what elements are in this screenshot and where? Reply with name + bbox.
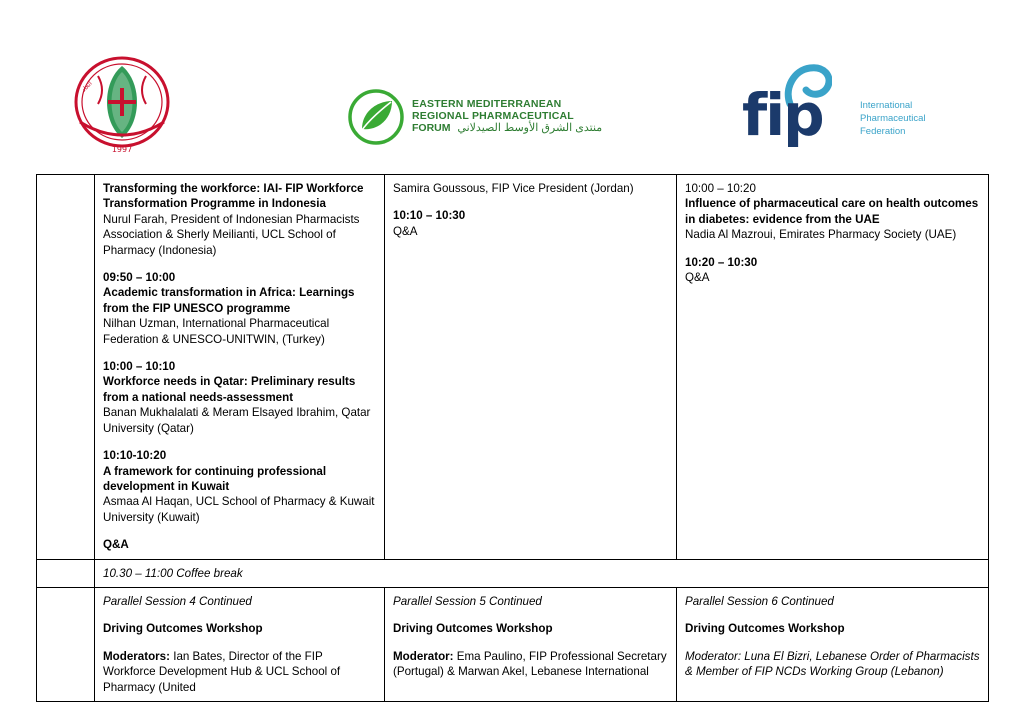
session-5-continued-cell <box>385 587 677 701</box>
spacer <box>103 525 376 537</box>
fip-sub-line-1: International <box>860 100 913 111</box>
session-time: 10:00 – 10:10 <box>103 360 176 374</box>
svg-text:1997: 1997 <box>111 145 133 154</box>
session-continued-label: Parallel Session 4 Continued <box>103 594 252 608</box>
session-speaker: Nilhan Uzman, International Pharmaceutical Federation & UNESCO-UNITWIN, (Turkey) <box>103 317 330 346</box>
emrpf-line-3: FORUM <box>412 122 451 135</box>
moderator-line: Moderators: Ian Bates, Director of the FIP Workforce Development Hub & UCL School of Pharmacy (United <box>103 649 341 694</box>
session-speaker: Nurul Farah, President of Indonesian Pharmacists Association & Sherly Meilianti, UCL School of Pharmacy (Indonesia) <box>103 212 360 257</box>
spacer <box>685 243 980 255</box>
spacer <box>103 609 376 621</box>
spacer <box>393 637 668 649</box>
session-title: Workforce needs in Qatar: Preliminary results from a national needs-assessment <box>103 375 356 404</box>
session-time: 10:20 – 10:30 <box>685 255 758 269</box>
fip-wordmark: fip <box>742 81 823 149</box>
moderator-line: Moderator: Luna El Bizri, Lebanese Order of Pharmacists & Member of FIP NCDs Working Group (Lebanon) <box>685 649 980 679</box>
time-cell <box>37 175 95 560</box>
coffee-break-row <box>37 559 989 587</box>
session-speaker: Samira Goussous, FIP Vice President (Jordan) <box>393 182 634 195</box>
header-logos <box>0 44 1024 154</box>
session-title: Transforming the workforce: IAI- FIP Workforce Transformation Programme in Indonesia <box>103 182 364 211</box>
qa-label: Q&A <box>685 271 710 285</box>
fip-sub-line-3: Federation <box>860 125 906 137</box>
spacer <box>103 637 376 649</box>
agenda-table-container <box>36 174 988 702</box>
spacer <box>103 347 376 359</box>
session-continued-label: Parallel Session 5 Continued <box>393 594 542 608</box>
workshop-title: Driving Outcomes Workshop <box>393 622 553 636</box>
session-time: 10:00 – 10:20 <box>685 182 756 195</box>
emrpf-line-1: EASTERN MEDITERRANEAN <box>412 97 562 110</box>
emro-logo <box>62 52 182 157</box>
svg-text:اتحاد: اتحاد <box>80 80 94 94</box>
time-cell <box>37 587 95 701</box>
workshop-title: Driving Outcomes Workshop <box>685 622 845 636</box>
session-time: 10:10 – 10:30 <box>393 209 466 223</box>
session-title: A framework for continuing professional development in Kuwait <box>103 464 327 493</box>
session-4-continued-cell <box>95 587 385 701</box>
emrpf-logo <box>348 86 603 148</box>
spacer <box>393 196 668 208</box>
session-time: 10:10-10:20 <box>103 449 167 463</box>
session-4-cell <box>95 175 385 560</box>
session-title: Influence of pharmaceutical care on health outcomes in diabetes: evidence from the UAE <box>685 197 979 226</box>
time-cell <box>37 559 95 587</box>
session-continued-label: Parallel Session 6 Continued <box>685 594 834 608</box>
spacer <box>685 609 980 621</box>
qa-label: Q&A <box>393 224 418 238</box>
spacer <box>103 436 376 448</box>
session-5-cell <box>385 175 677 560</box>
session-6-continued-cell <box>677 587 989 701</box>
qa-label: Q&A <box>103 538 129 552</box>
session-time: 09:50 – 10:00 <box>103 271 176 285</box>
session-speaker: Nadia Al Mazroui, Emirates Pharmacy Society (UAE) <box>685 228 957 242</box>
moderator-line: Moderator: Ema Paulino, FIP Professional Secretary (Portugal) & Marwan Akel, Lebanese International <box>393 649 667 679</box>
session-speaker: Asmaa Al Haqan, UCL School of Pharmacy & Kuwait University (Kuwait) <box>103 495 375 524</box>
spacer <box>393 609 668 621</box>
session-title: Academic transformation in Africa: Learnings from the FIP UNESCO programme <box>103 286 355 315</box>
spacer <box>685 637 980 649</box>
agenda-table <box>36 174 989 702</box>
leaf-icon <box>348 89 404 145</box>
fip-logo <box>742 64 932 154</box>
session-6-cell <box>677 175 989 560</box>
spacer <box>103 258 376 270</box>
session-speaker: Banan Mukhalalati & Meram Elsayed Ibrahim, Qatar University (Qatar) <box>103 406 371 435</box>
workshop-title: Driving Outcomes Workshop <box>103 622 263 636</box>
emrpf-arabic: منتدى الشرق الأوسط الصيدلاني <box>457 122 603 135</box>
table-row <box>37 587 989 701</box>
emrpf-line-2: REGIONAL PHARMACEUTICAL <box>412 109 574 122</box>
coffee-break-cell: 10.30 – 11:00 Coffee break <box>95 559 989 587</box>
table-row <box>37 175 989 560</box>
fip-sub-line-2: Pharmaceutical <box>860 112 926 124</box>
